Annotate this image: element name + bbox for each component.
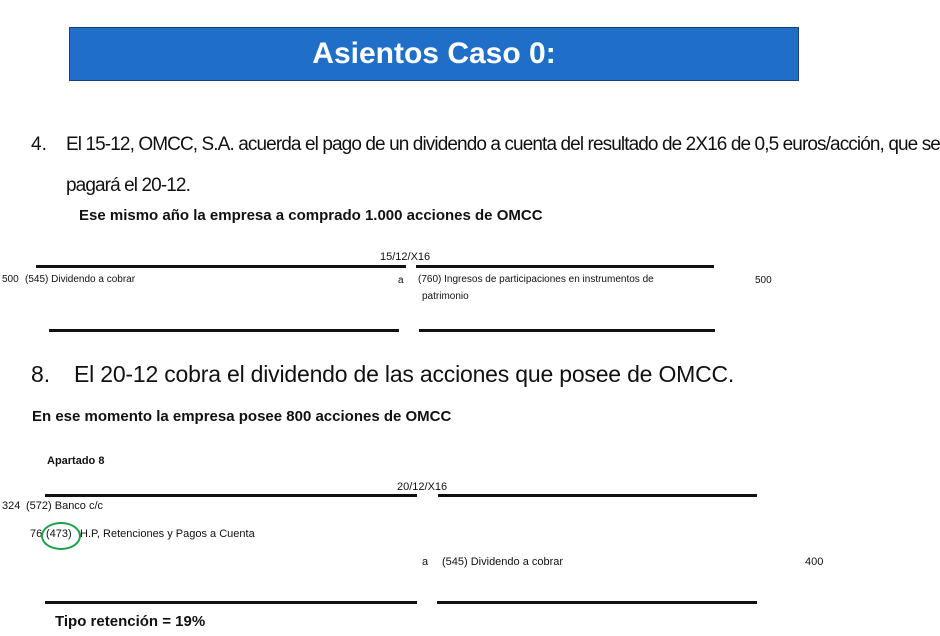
entry1-credit-account-line1: (760) Ingresos de participaciones en instrumentos de — [418, 274, 654, 285]
item8-number: 8. — [31, 361, 51, 387]
entry2-top-rule-left — [45, 494, 417, 497]
item8-note: En ese momento la empresa posee 800 acciones de OMCC — [32, 408, 452, 425]
entry1-date: 15/12/X16 — [380, 251, 431, 263]
item8-text: El 20-12 cobra el dividendo de las acciones que posee de OMCC. — [74, 361, 735, 387]
item4-note: Ese mismo año la empresa a comprado 1.000 acciones de OMCC — [79, 207, 543, 224]
item4-text-line1: El 15-12, OMCC, S.A. acuerda el pago de un dividendo a cuenta del resultado de 2X16 de 0,5 euros/acción, que se — [66, 134, 940, 155]
entry1-bottom-rule-left — [49, 329, 399, 332]
item4-number: 4. — [31, 134, 47, 155]
entry2-top-rule-right — [438, 494, 757, 497]
entry2-heading: Apartado 8 — [47, 455, 105, 467]
entry1-credit-amount: 500 — [755, 275, 772, 286]
title-banner — [69, 27, 799, 81]
entry1-debit-amount: 500 — [2, 274, 19, 285]
entry2-footnote: Tipo retención = 19% — [55, 613, 206, 630]
entry1-top-rule-right — [416, 265, 714, 268]
entry2-connector: a — [422, 556, 429, 568]
entry2-bottom-rule-right — [437, 601, 757, 604]
entry2-credit-account: (545) Dividendo a cobrar — [442, 556, 564, 568]
entry2-bottom-rule-left — [45, 601, 417, 604]
page-title: Asientos Caso 0: — [312, 37, 556, 70]
entry1-top-rule-left — [36, 265, 406, 268]
entry2-debit2-amount: 76 — [30, 528, 43, 540]
entry1-credit-account-line2: patrimonio — [422, 291, 469, 302]
entry2-debit2-code: (473) — [46, 528, 72, 540]
entry1-connector: a — [398, 275, 404, 286]
item4-text-line2: pagará el 20-12. — [66, 175, 190, 196]
highlight-circle — [41, 522, 81, 550]
entry2-debit1-account: (572) Banco c/c — [26, 500, 104, 512]
entry1-debit-account: (545) Dividendo a cobrar — [25, 274, 136, 285]
entry2-debit2-account: H.P, Retenciones y Pagos a Cuenta — [80, 528, 255, 540]
entry2-credit-amount: 400 — [805, 556, 824, 568]
entry2-debit1-amount: 324 — [2, 500, 21, 512]
entry2-date: 20/12/X16 — [397, 481, 448, 493]
entry1-bottom-rule-right — [419, 329, 715, 332]
